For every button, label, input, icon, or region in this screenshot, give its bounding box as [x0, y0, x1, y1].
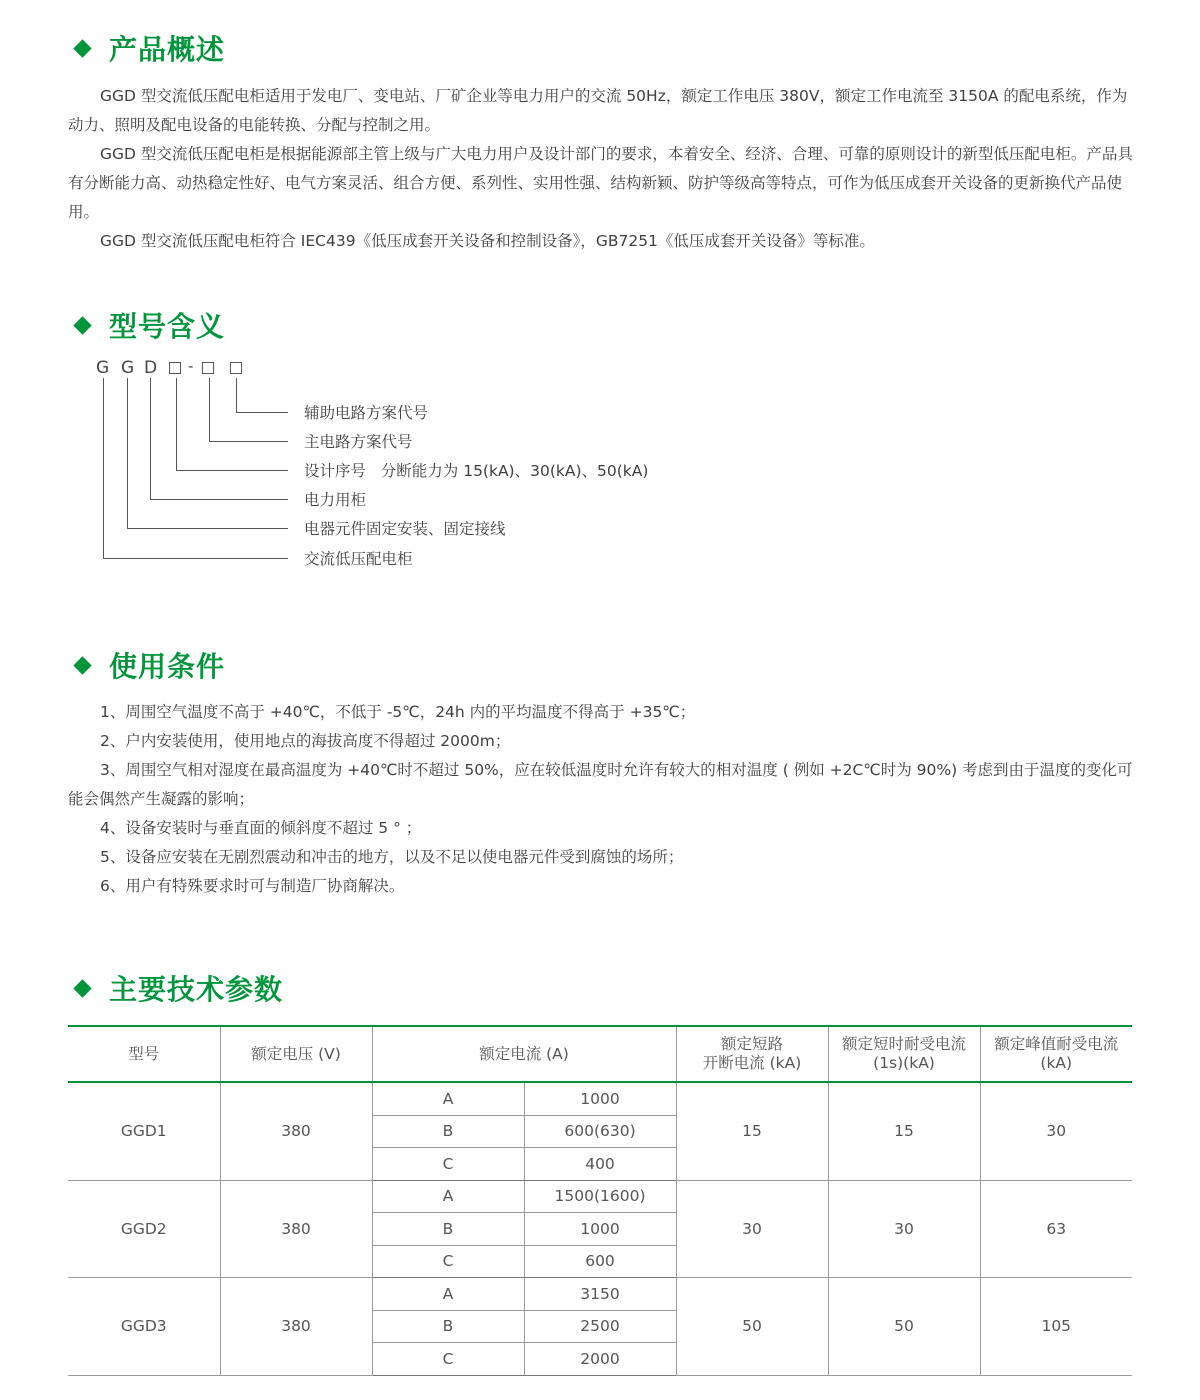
header-line: 额定峰值耐受电流	[994, 1035, 1119, 1053]
cell-voltage: 380	[220, 1278, 372, 1376]
cell-model: GGD1	[68, 1082, 220, 1180]
header-model: 型号	[68, 1026, 220, 1082]
code-placeholder-box	[169, 362, 181, 374]
cell-current-grade: A	[372, 1082, 524, 1115]
leader-line	[176, 470, 288, 471]
cell-breaking: 50	[676, 1278, 828, 1376]
code-letter-g2: G	[121, 358, 135, 378]
condition-item: 4、设备安装时与垂直面的倾斜度不超过 5 ° ；	[100, 819, 422, 837]
cell-short-time: 50	[828, 1278, 980, 1376]
code-meaning-label: 电器元件固定安装、固定接线	[304, 520, 506, 538]
code-placeholder-box	[202, 362, 214, 374]
header-voltage: 额定电压 (V)	[220, 1026, 372, 1082]
leader-line	[209, 378, 210, 441]
section-title-overview	[72, 28, 225, 68]
cell-breaking: 30	[676, 1180, 828, 1278]
diamond-bullet-icon	[73, 39, 91, 57]
cell-current-value: 3150	[524, 1278, 676, 1311]
cell-short-time: 15	[828, 1082, 980, 1180]
cell-current-value: 2000	[524, 1343, 676, 1376]
cell-current-value: 1500(1600)	[524, 1180, 676, 1213]
section-title-text: 型号含义	[109, 310, 226, 343]
leader-line	[127, 378, 128, 528]
table-row	[68, 1180, 1132, 1213]
header-line: 开断电流 (kA)	[702, 1054, 802, 1072]
spec-table	[68, 1025, 1132, 1376]
cell-current-grade: C	[372, 1148, 524, 1181]
code-placeholder-box	[230, 362, 242, 374]
leader-line	[176, 378, 177, 470]
cell-current-grade: C	[372, 1245, 524, 1278]
condition-item: 5、设备应安装在无剧烈震动和冲击的地方，以及不足以使电器元件受到腐蚀的场所；	[100, 848, 684, 866]
diamond-bullet-icon	[73, 316, 91, 334]
section-title-params	[72, 968, 283, 1008]
overview-paragraph: GGD 型交流低压配电柜是根据能源部主管上级与广大电力用户及设计部门的要求，本着安全、经济、合理、可靠的原则设计的新型低压配电柜。产品具有分断能力高、动热稳定性好、电气方案灵活、组合方便、系列性、实用性强、结构新颖、防护等级高等特点，可作为低压成套开关设备的更新换代产品使用。	[68, 145, 1133, 221]
condition-item: 2、户内安装使用，使用地点的海拔高度不得超过 2000m；	[100, 732, 511, 750]
table-header-row	[68, 1026, 1132, 1082]
cell-current-grade: B	[372, 1310, 524, 1343]
condition-item: 3、周围空气相对湿度在最高温度为 +40℃时不超过 50%，应在较低温度时允许有较大的相对温度 ( 例如 +2C℃时为 90%) 考虑到由于温度的变化可能会偶然产生凝露的影响；	[68, 761, 1133, 808]
cell-current-grade: A	[372, 1180, 524, 1213]
cell-current-value: 2500	[524, 1310, 676, 1343]
conditions-list	[68, 698, 1134, 901]
leader-line	[127, 528, 288, 529]
header-line: 额定短路	[720, 1035, 783, 1053]
cell-model: GGD3	[68, 1278, 220, 1376]
cell-current-value: 1000	[524, 1213, 676, 1246]
code-meaning-label: 辅助电路方案代号	[304, 404, 429, 422]
code-meaning-label: 电力用柜	[304, 491, 367, 509]
header-line: (1s)(kA)	[873, 1054, 935, 1072]
overview-paragraph: GGD 型交流低压配电柜符合 IEC439《低压成套开关设备和控制设备》，GB7251《低压成套开关设备》等标准。	[100, 232, 875, 250]
code-meaning-label: 主电路方案代号	[304, 433, 413, 451]
leader-line	[150, 499, 288, 500]
leader-line	[150, 378, 151, 499]
code-meaning-label: 交流低压配电柜	[304, 550, 413, 568]
header-line: 额定短时耐受电流	[841, 1035, 966, 1053]
cell-model: GGD2	[68, 1180, 220, 1278]
header-peak	[980, 1026, 1132, 1082]
header-breaking	[676, 1026, 828, 1082]
leader-line	[236, 378, 237, 412]
diamond-bullet-icon	[73, 979, 91, 997]
cell-current-grade: A	[372, 1278, 524, 1311]
code-meaning-label: 设计序号 分断能力为 15(kA)、30(kA)、50(kA)	[304, 462, 649, 480]
condition-item: 1、周围空气温度不高于 +40℃，不低于 -5℃，24h 内的平均温度不得高于 +35℃；	[100, 703, 696, 721]
code-dash: -	[188, 357, 194, 375]
header-line: (kA)	[1040, 1054, 1073, 1072]
section-title-conditions	[72, 645, 225, 685]
cell-current-value: 400	[524, 1148, 676, 1181]
leader-line	[209, 441, 288, 442]
leader-line	[103, 558, 288, 559]
header-short-time	[828, 1026, 980, 1082]
cell-current-grade: B	[372, 1115, 524, 1148]
table-row	[68, 1278, 1132, 1311]
section-title-text: 产品概述	[109, 33, 226, 66]
table-row	[68, 1082, 1132, 1115]
section-title-model	[72, 305, 225, 345]
code-letter-g1: G	[96, 358, 110, 378]
section-title-text: 主要技术参数	[109, 973, 284, 1006]
cell-current-grade: C	[372, 1343, 524, 1376]
condition-item: 6、用户有特殊要求时可与制造厂协商解决。	[100, 877, 405, 895]
cell-current-value: 600(630)	[524, 1115, 676, 1148]
code-letter-d: D	[144, 358, 158, 378]
leader-line	[236, 412, 288, 413]
cell-peak: 105	[980, 1278, 1132, 1376]
section-title-text: 使用条件	[109, 650, 226, 683]
leader-line	[103, 378, 104, 558]
header-current: 额定电流 (A)	[372, 1026, 676, 1082]
cell-current-grade: B	[372, 1213, 524, 1246]
overview-body	[68, 82, 1134, 256]
overview-paragraph: GGD 型交流低压配电柜适用于发电厂、变电站、厂矿企业等电力用户的交流 50Hz，额定工作电压 380V，额定工作电流至 3150A 的配电系统，作为动力、照明及配电设备的电能转换、分配与控制之用。	[68, 87, 1128, 134]
cell-peak: 30	[980, 1082, 1132, 1180]
cell-short-time: 30	[828, 1180, 980, 1278]
cell-current-value: 600	[524, 1245, 676, 1278]
cell-voltage: 380	[220, 1082, 372, 1180]
cell-peak: 63	[980, 1180, 1132, 1278]
diamond-bullet-icon	[73, 656, 91, 674]
cell-voltage: 380	[220, 1180, 372, 1278]
cell-current-value: 1000	[524, 1082, 676, 1115]
cell-breaking: 15	[676, 1082, 828, 1180]
